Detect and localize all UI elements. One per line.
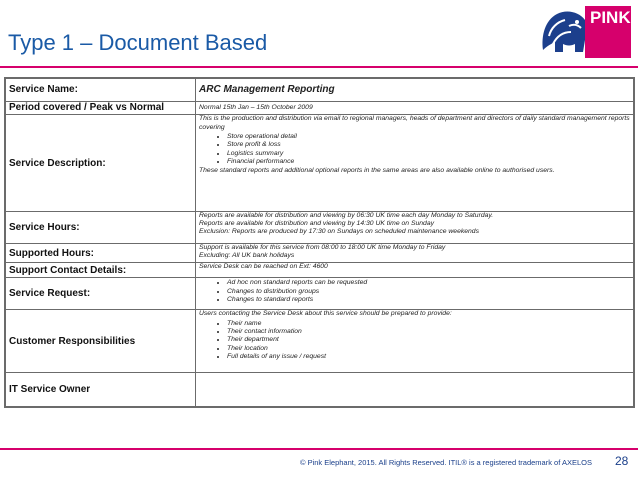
description-outro: These standard reports and additional optional reports in the same areas are also available online to authorised users. [199, 167, 555, 175]
list-item: • Changes to distribution groups [227, 288, 630, 296]
row-supported [6, 244, 634, 263]
supported-line: Excluding: All UK bank holidays [199, 252, 295, 260]
label-owner: IT Service Owner [6, 372, 196, 406]
row-request [6, 278, 634, 310]
list-item: • Ad hoc non standard reports can be requested [227, 279, 630, 287]
row-hours [6, 211, 634, 243]
value-period: Normal 15th Jan – 15th October 2009 [196, 101, 634, 115]
list-item: • Changes to standard reports [227, 296, 630, 304]
list-item: • Logistics summary [227, 150, 630, 158]
label-description: Service Description: [6, 115, 196, 211]
label-period: Period covered / Peak vs Normal [6, 101, 196, 115]
responsibilities-intro: Users contacting the Service Desk about this service should be prepared to provide: [199, 310, 452, 318]
description-list [199, 133, 630, 166]
row-owner [6, 372, 634, 406]
list-item: • Their contact information [227, 328, 630, 336]
header-rule [0, 66, 638, 68]
label-responsibilities: Customer Responsibilities [6, 310, 196, 372]
row-period [6, 101, 634, 115]
service-table [5, 78, 634, 407]
value-contact: Service Desk can be reached on Ext: 4600 [196, 263, 634, 278]
value-owner [196, 372, 634, 406]
label-contact: Support Contact Details: [6, 263, 196, 278]
list-item: • Their location [227, 345, 630, 353]
list-item: • Their department [227, 336, 630, 344]
row-description [6, 115, 634, 211]
list-item: • Store profit & loss [227, 141, 630, 149]
value-service-name: ARC Management Reporting [199, 83, 335, 95]
list-item: • Financial performance [227, 158, 630, 166]
request-list [199, 279, 630, 304]
logo-text: PINK [590, 8, 631, 27]
page-title: Type 1 – Document Based [8, 30, 268, 55]
row-responsibilities [6, 310, 634, 372]
footer-rule [0, 448, 638, 450]
description-intro: This is the production and distribution via email to regional managers, heads of department and directors of daily standard management reports covering [199, 115, 630, 131]
responsibilities-list [199, 320, 630, 361]
page-number: 28 [615, 454, 629, 468]
label-request: Service Request: [6, 278, 196, 310]
service-description-document [4, 77, 635, 408]
list-item: • Full details of any issue / request [227, 353, 630, 361]
hours-line: Reports are available for distribution and viewing by 06:30 UK time each day Monday to Saturday. [199, 211, 494, 219]
elephant-icon [539, 6, 591, 56]
label-supported: Supported Hours: [6, 244, 196, 263]
label-service-name: Service Name: [6, 79, 196, 102]
hours-line: Reports are available for distribution and viewing by 14:30 UK time on Sunday [199, 220, 435, 228]
list-item: • Store operational detail [227, 133, 630, 141]
hours-line: Exclusion: Reports are produced by 17:30 on Sundays on scheduled maintenance weekends [199, 228, 479, 236]
label-hours: Service Hours: [6, 211, 196, 243]
list-item: • Their name [227, 320, 630, 328]
row-service-name [6, 79, 634, 102]
footer-copyright: © Pink Elephant, 2015. All Rights Reserved. ITIL® is a registered trademark of AXELOS [299, 458, 592, 467]
supported-line: Support is available for this service from 08:00 to 18:00 UK time Monday to Friday [199, 244, 446, 252]
row-contact [6, 263, 634, 278]
